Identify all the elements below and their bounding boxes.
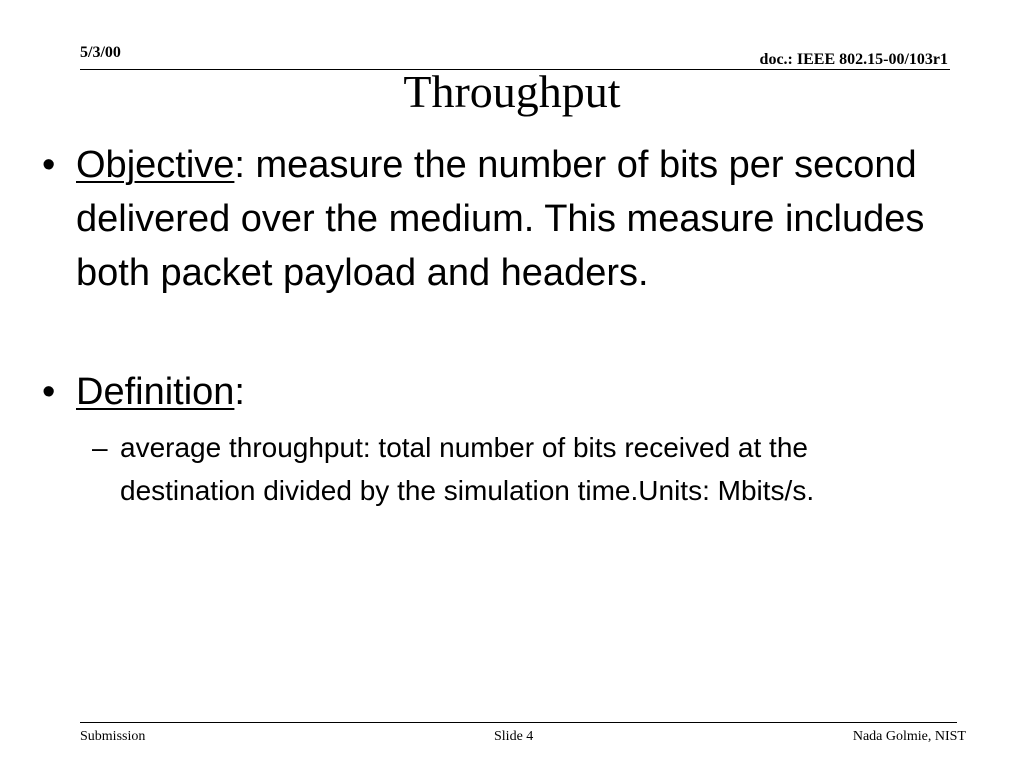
bullet-objective-text (76, 138, 956, 300)
bullet-definition-body: : (234, 371, 245, 413)
footer-author: Nada Golmie, NIST (852, 729, 966, 744)
header-date: 5/3/00 (80, 44, 121, 61)
slide-title: Throughput (403, 66, 621, 117)
sub-bullet-text: average throughput: total number of bits received at the destination divided by the simulation time.Units: Mbits/s. (120, 432, 815, 506)
footer-slide-number: Slide 4 (494, 729, 534, 744)
footer-rule (80, 722, 957, 723)
bullet-dot: • (42, 371, 56, 413)
bullet-objective-term: Objective (76, 144, 235, 186)
bullet-definition-text (76, 365, 956, 419)
bullet-objective-body: : measure the number of bits per second delivered over the medium. This measure includes both packet payload and headers. (76, 144, 925, 294)
header-doc-id: doc.: IEEE 802.15-00/103r1 (759, 51, 948, 68)
footer-submission: Submission (80, 729, 146, 744)
bullet-definition-term: Definition (76, 371, 235, 413)
bullet-dot: • (42, 144, 56, 186)
sub-bullet-dash: – (92, 432, 108, 463)
